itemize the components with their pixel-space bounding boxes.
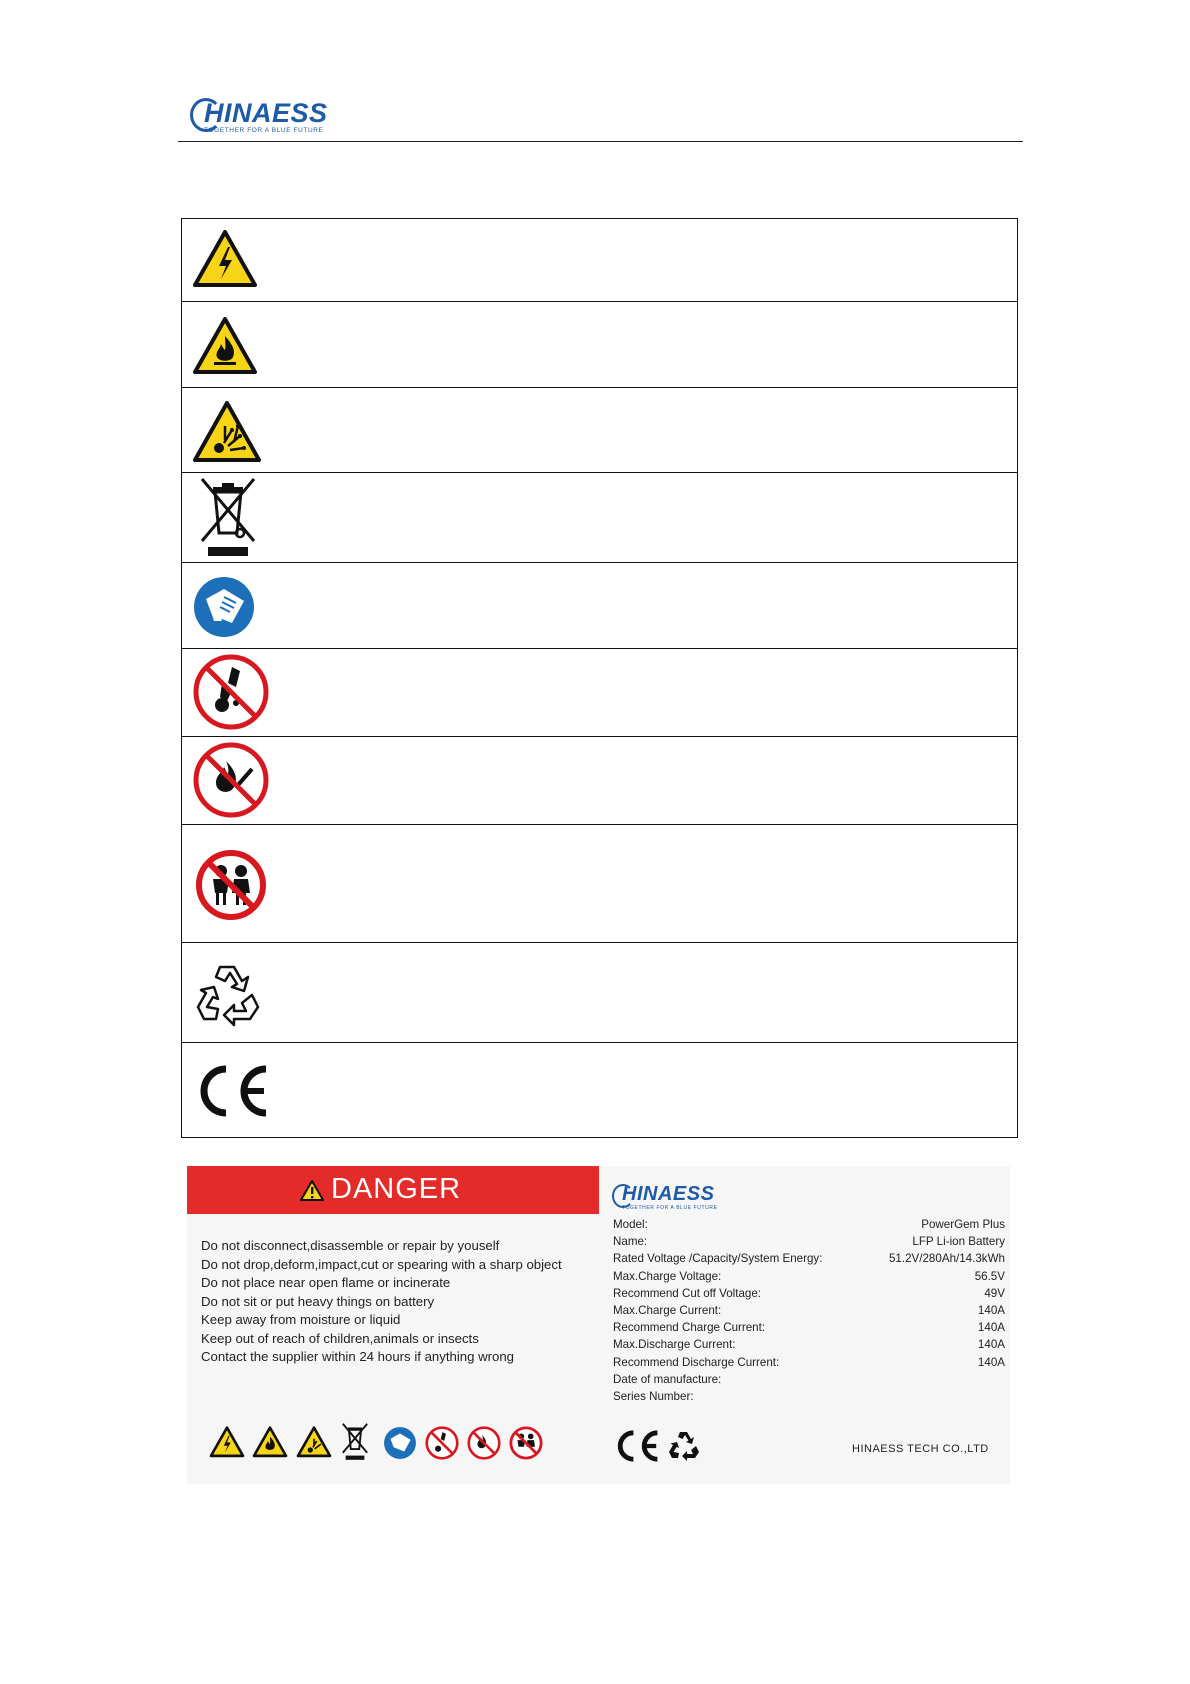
spec-value: 49V [984, 1286, 1005, 1300]
spec-key: Max.Charge Current: [613, 1303, 722, 1317]
keep-away-from-children-icon [195, 849, 267, 921]
spec-row [613, 1321, 1005, 1338]
spec-value: PowerGem Plus [921, 1218, 1005, 1231]
symbol-row [182, 1043, 1017, 1139]
label-logo [612, 1182, 732, 1214]
spec-row [613, 1235, 1005, 1252]
warning-triangle-icon [299, 1179, 325, 1207]
symbols-table [181, 218, 1018, 1138]
spec-key: Max.Charge Voltage: [613, 1269, 722, 1283]
explosive-warning-icon [296, 1426, 332, 1463]
list-item: Contact the supplier within 24 hours if anything wrong [201, 1349, 515, 1364]
spec-value: LFP Li-ion Battery [912, 1235, 1005, 1249]
list-item: Keep out of reach of children,animals or insects [201, 1330, 479, 1346]
no-open-flame-icon [192, 741, 270, 819]
spec-row [613, 1218, 1005, 1235]
explosive-warning-icon [192, 400, 262, 464]
symbol-row [182, 943, 1017, 1043]
spec-row [613, 1338, 1005, 1355]
spec-key: Recommend Charge Current: [613, 1321, 766, 1335]
symbol-row [182, 388, 1017, 473]
company-name: HINAESS TECH CO.,LTD [852, 1443, 989, 1455]
list-item: Keep away from moisture or liquid [201, 1312, 401, 1327]
logo-text: HINAESS [622, 1183, 715, 1205]
danger-title: DANGER [331, 1173, 462, 1205]
spec-key: Recommend Discharge Current: [613, 1355, 780, 1369]
spec-key: Model: [613, 1218, 648, 1231]
flammable-warning-icon [192, 316, 258, 376]
read-manual-icon [192, 575, 256, 639]
crossed-out-bin-icon [196, 477, 260, 559]
spec-value: 140A [977, 1303, 1005, 1317]
symbol-row [182, 825, 1017, 943]
high-voltage-warning-icon [192, 229, 258, 289]
spec-key: Recommend Cut off Voltage: [613, 1286, 762, 1300]
logo-tagline: TOGETHER FOR A BLUE FUTURE [622, 1205, 718, 1211]
symbol-row [182, 219, 1017, 302]
list-item: Do not disconnect,disassemble or repair by youself [201, 1238, 500, 1253]
list-item: Do not sit or put heavy things on battery [201, 1293, 435, 1309]
recycle-icon [667, 1427, 703, 1468]
symbol-row [182, 563, 1017, 649]
symbol-row [182, 737, 1017, 825]
company-logo [190, 96, 350, 138]
crossed-out-bin-icon [340, 1422, 370, 1467]
spec-key: Name: [613, 1235, 648, 1249]
spec-value: 140A [977, 1355, 1005, 1369]
high-voltage-warning-icon [209, 1426, 245, 1463]
spec-row [613, 1356, 1005, 1373]
keep-away-from-children-icon [509, 1426, 543, 1465]
ce-mark-icon [192, 1063, 272, 1119]
spec-value: 140A [977, 1321, 1005, 1335]
spec-row [613, 1373, 1005, 1390]
spec-key: Rated Voltage /Capacity/System Energy: [613, 1252, 823, 1266]
logo-text: HINAESS [204, 98, 328, 128]
recycle-icon [194, 957, 266, 1029]
spec-row [613, 1252, 1005, 1269]
ce-mark-icon [613, 1429, 661, 1468]
warning-list [201, 1237, 562, 1367]
battery-label [187, 1166, 1010, 1484]
spec-value: 140A [977, 1338, 1005, 1352]
no-disassembly-icon [425, 1426, 459, 1465]
symbol-row [182, 473, 1017, 563]
spec-row [613, 1270, 1005, 1287]
symbol-row [182, 302, 1017, 388]
spec-key: Date of manufacture: [613, 1372, 722, 1386]
no-open-flame-icon [467, 1426, 501, 1465]
danger-header [187, 1166, 599, 1214]
list-item: Do not place near open flame or incinerate [201, 1275, 451, 1290]
spec-row [613, 1304, 1005, 1321]
spec-list [613, 1218, 1005, 1407]
spec-row [613, 1390, 1005, 1407]
symbol-row [182, 649, 1017, 737]
spec-value: 51.2V/280Ah/14.3kWh [888, 1252, 1005, 1266]
spec-row [613, 1287, 1005, 1304]
flammable-warning-icon [252, 1426, 288, 1463]
logo-tagline: TOGETHER FOR A BLUE FUTURE [204, 127, 324, 134]
page-header [178, 96, 1023, 142]
no-disassembly-icon [192, 653, 270, 731]
read-manual-icon [383, 1426, 417, 1465]
spec-key: Series Number: [613, 1389, 694, 1403]
spec-key: Max.Discharge Current: [613, 1338, 736, 1352]
spec-value: 56.5V [974, 1269, 1005, 1283]
list-item: Do not drop,deform,impact,cut or spearing with a sharp object [201, 1256, 562, 1272]
